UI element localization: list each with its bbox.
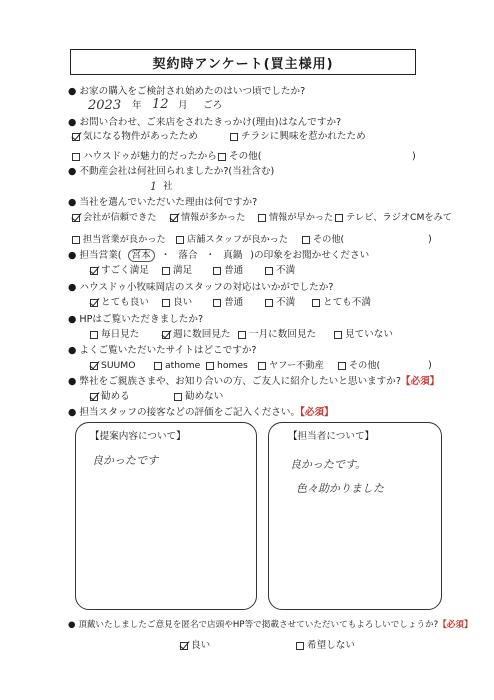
question-4: ● 当社を選んでいただいた理由は何ですか? bbox=[68, 197, 258, 208]
q7-option-4[interactable] bbox=[334, 329, 393, 341]
option-label: ハウスドゥが魅力的だったから bbox=[83, 151, 217, 162]
question-6: ● ハウスドゥ小牧味岡店のスタッフの対応はいかがでしたか? bbox=[68, 282, 334, 293]
option-label: 週に数回見た bbox=[173, 329, 231, 340]
option-label: 気になる物件があったため bbox=[83, 131, 199, 142]
option-label: ヤフー不動産 bbox=[269, 360, 324, 371]
option-label: 満足 bbox=[173, 265, 193, 276]
checkbox[interactable] bbox=[334, 331, 342, 339]
company-unit: 社 bbox=[163, 181, 173, 192]
checkbox[interactable] bbox=[72, 153, 80, 161]
answer-month: 12 bbox=[152, 97, 169, 112]
checkbox-checked[interactable] bbox=[180, 642, 188, 650]
q2-option-2[interactable] bbox=[230, 131, 366, 143]
name-separator: ・ bbox=[160, 250, 171, 261]
name-separator: ・ bbox=[205, 250, 216, 261]
option-label: athome bbox=[165, 360, 201, 371]
q2-option-3[interactable] bbox=[72, 151, 217, 163]
checkbox-checked[interactable] bbox=[72, 214, 80, 222]
option-label: 普通 bbox=[224, 297, 244, 308]
answer-year: 2023 bbox=[88, 98, 122, 113]
q8-option-1[interactable] bbox=[90, 360, 135, 372]
checkbox-checked[interactable] bbox=[162, 331, 170, 339]
q6-option-4[interactable] bbox=[265, 297, 295, 309]
checkbox[interactable] bbox=[162, 267, 170, 275]
checkbox[interactable] bbox=[265, 267, 273, 275]
checkbox[interactable] bbox=[302, 236, 310, 244]
question-5-end: )の印象をお聞かせください bbox=[250, 250, 370, 261]
q6-option-5[interactable] bbox=[312, 297, 371, 309]
survey-title: 契約時アンケート(買主様用) bbox=[70, 49, 416, 75]
q4-option-1[interactable] bbox=[72, 212, 157, 224]
option-label: 毎日見た bbox=[101, 329, 140, 340]
required-badge: 【必須】 bbox=[438, 620, 473, 630]
option-label: 良い bbox=[191, 640, 211, 651]
q9-option-2[interactable] bbox=[174, 391, 223, 403]
option-label: 不満 bbox=[276, 297, 296, 308]
option-label: 情報が多かった bbox=[181, 212, 246, 223]
q9-option-1[interactable] bbox=[90, 391, 130, 403]
time-suffix: ごろ bbox=[203, 100, 223, 111]
checkbox[interactable] bbox=[206, 362, 214, 370]
q4-close-paren: ) bbox=[428, 234, 432, 245]
month-label: 月 bbox=[178, 100, 188, 111]
required-badge: 【必須】 bbox=[300, 407, 334, 418]
option-label: すごく満足 bbox=[101, 265, 149, 276]
checkbox[interactable] bbox=[312, 299, 320, 307]
option-label: とても不満 bbox=[323, 297, 371, 308]
q7-option-2[interactable] bbox=[162, 329, 231, 341]
q4-option-7[interactable] bbox=[302, 234, 344, 246]
sales-name-2: 落合 bbox=[178, 250, 198, 261]
answer-company-count: 1 bbox=[150, 180, 157, 193]
sales-name-3: 真鍋 bbox=[223, 250, 243, 261]
checkbox-checked[interactable] bbox=[90, 299, 98, 307]
checkbox[interactable] bbox=[238, 331, 246, 339]
q8-option-4[interactable] bbox=[258, 360, 324, 372]
option-label: チラシに興味を惹かれたため bbox=[241, 131, 366, 142]
question-5-start: ● 担当営業( bbox=[68, 250, 122, 261]
checkbox[interactable] bbox=[154, 362, 162, 370]
checkbox[interactable] bbox=[162, 299, 170, 307]
checkbox[interactable] bbox=[72, 236, 80, 244]
q4-option-5[interactable] bbox=[72, 234, 166, 246]
question-3: ● 不動産会社は何社回られましたか?(当社含む) bbox=[68, 166, 275, 177]
checkbox[interactable] bbox=[176, 236, 184, 244]
q5-option-3[interactable] bbox=[213, 265, 243, 277]
proposal-answer: 良かったです bbox=[92, 454, 158, 467]
question-7: ● HPはご覧いただきましたか? bbox=[68, 314, 204, 325]
option-label: 普通 bbox=[224, 265, 244, 276]
checkbox[interactable] bbox=[174, 393, 182, 401]
option-label: 一月に数回見た bbox=[249, 329, 317, 340]
option-label: 担当営業が良かった bbox=[83, 234, 166, 245]
staff-box-label: 【担当者について】 bbox=[288, 431, 375, 442]
q5-option-2[interactable] bbox=[162, 265, 192, 277]
proposal-comment-box[interactable] bbox=[75, 422, 257, 610]
option-label: 希望しない bbox=[307, 640, 355, 651]
q5-option-1[interactable] bbox=[90, 265, 149, 277]
question-2: ● お問い合わせ、ご来店をされたきっかけ(理由)はなんですか? bbox=[68, 117, 342, 128]
q2-option-4[interactable] bbox=[218, 151, 262, 163]
question-10 bbox=[68, 407, 334, 419]
q11-option-1[interactable] bbox=[180, 640, 210, 652]
checkbox[interactable] bbox=[90, 331, 98, 339]
question-9 bbox=[68, 376, 439, 388]
q4-option-3[interactable] bbox=[258, 212, 333, 224]
option-label: とても良い bbox=[101, 297, 149, 308]
option-label: 会社が信頼できた bbox=[83, 212, 157, 223]
question-11 bbox=[68, 619, 473, 631]
sales-name-1: 宮本 bbox=[128, 249, 155, 262]
q4-option-4[interactable] bbox=[335, 212, 452, 224]
checkbox[interactable] bbox=[230, 133, 238, 141]
option-label: 店舗スタッフが良かった bbox=[187, 234, 289, 245]
question-11-text: ● 頂戴いたしましたご意見を匿名で店頭やHP等で掲載させていただいてもよろしいでしょうか? bbox=[68, 620, 439, 630]
checkbox[interactable] bbox=[218, 153, 226, 161]
option-label: 不満 bbox=[276, 265, 296, 276]
q8-option-5[interactable] bbox=[338, 360, 380, 372]
checkbox[interactable] bbox=[258, 214, 266, 222]
question-1: ● お家の購入をご検討され始めたのはいつ頃でしたか? bbox=[68, 86, 306, 97]
question-5 bbox=[68, 250, 369, 262]
checkbox[interactable] bbox=[296, 642, 304, 650]
question-8: ● よくご覧いただいたサイトはどこですか? bbox=[68, 345, 257, 356]
option-label: テレビ、ラジオCMをみて bbox=[346, 212, 452, 223]
checkbox-checked[interactable] bbox=[72, 133, 80, 141]
option-label: その他( bbox=[313, 234, 345, 245]
q4-option-6[interactable] bbox=[176, 234, 288, 246]
q5-option-4[interactable] bbox=[265, 265, 295, 277]
staff-answer-line-1: 良かったです。 bbox=[290, 458, 367, 471]
checkbox[interactable] bbox=[213, 267, 221, 275]
q6-option-1[interactable] bbox=[90, 297, 149, 309]
checkbox[interactable] bbox=[258, 362, 266, 370]
option-label: homes bbox=[217, 360, 248, 371]
year-label: 年 bbox=[132, 100, 142, 111]
checkbox[interactable] bbox=[213, 299, 221, 307]
option-label: 勧める bbox=[101, 391, 130, 402]
q8-option-3[interactable] bbox=[206, 360, 248, 372]
checkbox[interactable] bbox=[338, 362, 346, 370]
q6-option-3[interactable] bbox=[213, 297, 243, 309]
question-10-text: ● 担当スタッフの接客などの評価をご記入ください。 bbox=[68, 407, 301, 418]
checkbox[interactable] bbox=[335, 214, 343, 222]
q8-close-paren: ) bbox=[428, 360, 432, 371]
q8-option-2[interactable] bbox=[154, 360, 200, 372]
checkbox[interactable] bbox=[265, 299, 273, 307]
q2-option-1[interactable] bbox=[72, 131, 198, 143]
q11-option-2[interactable] bbox=[296, 640, 355, 652]
q6-option-2[interactable] bbox=[162, 297, 192, 309]
option-label: 情報が早かった bbox=[269, 212, 334, 223]
option-label: SUUMO bbox=[101, 360, 136, 371]
q2-close-paren: ) bbox=[412, 151, 416, 162]
option-label: 勧めない bbox=[185, 391, 224, 402]
q7-option-3[interactable] bbox=[238, 329, 316, 341]
checkbox-checked[interactable] bbox=[90, 362, 98, 370]
question-9-text: ● 弊社をご親族さまや、お知り合いの方、ご友人に紹介したいと思いますか? bbox=[68, 376, 401, 387]
option-label: その他( bbox=[349, 360, 381, 371]
q4-option-2[interactable] bbox=[170, 212, 245, 224]
option-label: 見ていない bbox=[345, 329, 393, 340]
staff-answer-line-2: 色々助かりました bbox=[296, 482, 384, 495]
option-label: 良い bbox=[173, 297, 193, 308]
proposal-box-label: 【提案内容について】 bbox=[90, 431, 186, 442]
option-label: その他( bbox=[229, 151, 262, 162]
checkbox-checked[interactable] bbox=[170, 214, 178, 222]
staff-comment-box[interactable] bbox=[268, 422, 442, 610]
checkbox-checked[interactable] bbox=[90, 393, 98, 401]
required-badge: 【必須】 bbox=[400, 376, 440, 387]
q7-option-1[interactable] bbox=[90, 329, 139, 341]
checkbox-checked[interactable] bbox=[90, 267, 98, 275]
